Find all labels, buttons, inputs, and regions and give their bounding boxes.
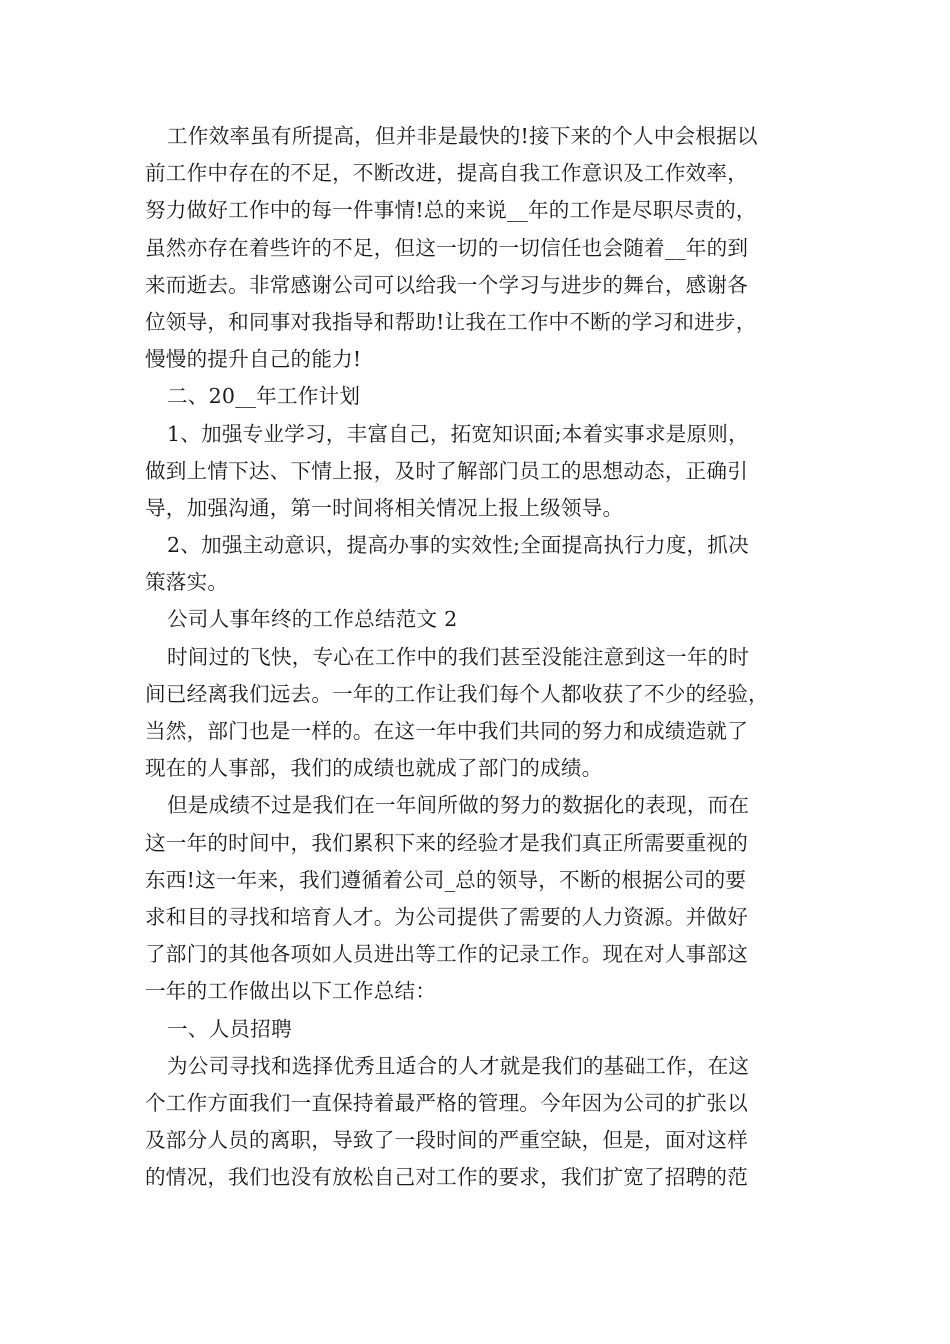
text-line: 导，加强沟通，第一时间将相关情况上报上级领导。 [145, 495, 624, 520]
text-line: 二、20__年工作计划 [167, 384, 361, 409]
text-line: 前工作中存在的不足，不断改进，提高自我工作意识及工作效率， [145, 161, 749, 186]
text-line: 工作效率虽有所提高，但并非是最快的!接下来的个人中会根据以 [167, 124, 758, 148]
text-line: 虽然亦存在着些许的不足，但这一切的一切信任也会随着__年的到 [145, 235, 749, 260]
text-line: 公司人事年终的工作总结范文 2 [167, 607, 458, 632]
text-line: 东西!这一年来，我们遵循着公司_总的领导，不断的根据公司的要 [145, 867, 747, 892]
document-body [145, 118, 810, 1196]
text-line: 为公司寻找和选择优秀且适合的人才就是我们的基础工作，在这 [167, 1053, 750, 1078]
text-line: 2、加强主动意识，提高办事的实效性;全面提高执行力度，抓决 [167, 533, 749, 558]
text-line: 求和目的寻找和培育人才。为公司提供了需要的人力资源。并做好 [145, 904, 749, 929]
text-line: 来而逝去。非常感谢公司可以给我一个学习与进步的舞台，感谢各 [145, 272, 749, 297]
text-line: 了部门的其他各项如人员进出等工作的记录工作。现在对人事部这 [145, 942, 749, 967]
text-line: 一、人员招聘 [167, 1016, 292, 1041]
text-line: 当然，部门也是一样的。在这一年中我们共同的努力和成绩造就了 [145, 719, 749, 743]
text-line: 一年的工作做出以下工作总结： [145, 979, 437, 1004]
text-line: 努力做好工作中的每一件事情!总的来说__年的工作是尽职尽责的， [145, 198, 757, 223]
text-line: 做到上情下达、下情上报，及时了解部门员工的思想动态，正确引 [145, 458, 749, 483]
text-line: 但是成绩不过是我们在一年间所做的努力的数据化的表现，而在 [167, 793, 750, 818]
text-line: 个工作方面我们一直保持着最严格的管理。今年因为公司的扩张以 [145, 1090, 749, 1115]
text-line: 时间过的飞快，专心在工作中的我们甚至没能注意到这一年的时 [167, 644, 750, 669]
text-line: 策落实。 [145, 570, 229, 595]
text-line: 1、加强专业学习，丰富自己，拓宽知识面;本着实事求是原则， [167, 421, 749, 446]
text-line: 间已经离我们远去。一年的工作让我们每个人都收获了不少的经验， [145, 681, 769, 706]
text-line: 慢慢的提升自己的能力! [145, 347, 362, 372]
text-line: 及部分人员的离职，导致了一段时间的严重空缺，但是，面对这样 [145, 1128, 749, 1153]
text-line: 这一年的时间中，我们累积下来的经验才是我们真正所需要重视的 [145, 830, 749, 855]
text-line: 位领导，和同事对我指导和帮助!让我在工作中不断的学习和进步， [145, 309, 757, 334]
text-line: 现在的人事部，我们的成绩也就成了部门的成绩。 [145, 756, 603, 781]
text-line: 的情况，我们也没有放松自己对工作的要求，我们扩宽了招聘的范 [145, 1165, 749, 1190]
